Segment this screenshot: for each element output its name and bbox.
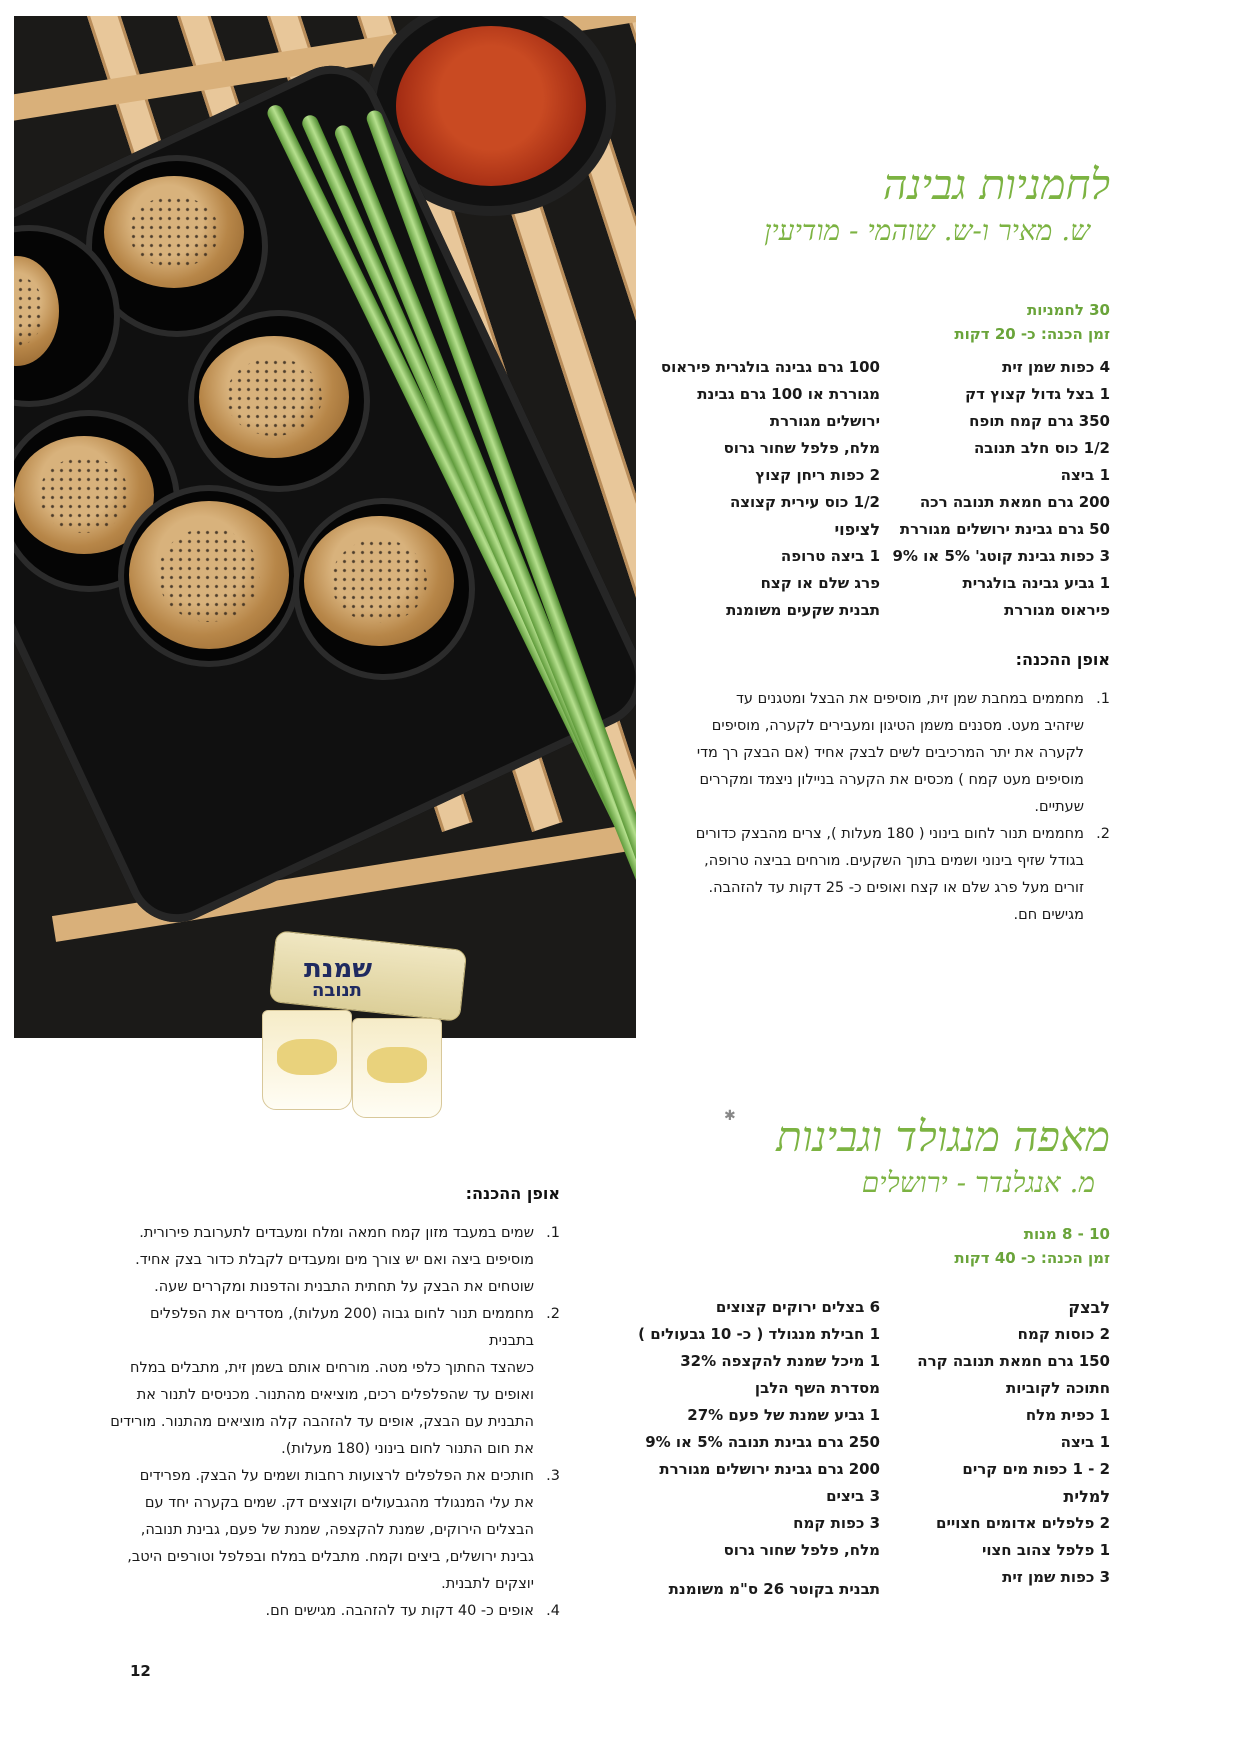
ingredient: 1 כפית מלח bbox=[1025, 1406, 1110, 1424]
step: 2. מחממים תנור לחום גבוה (200 מעלות), מסדרים את הפלפלים בתבנית כשהצד החתוך כלפי מטה. מורחים אותם בשמן זית, מתבלים במלח ואופים עד שהפלפלים רכים, מוציאים מהתנור. מכניסים לתנור את התבנית עם הבצק, אופים עד להזהבה קלה מוציאים מהתנור. מורידים את חום התנור לחום בינוני (180 מעלות). bbox=[110, 1306, 560, 1457]
ingredient: חתוכה לקוביות bbox=[1006, 1379, 1110, 1397]
recipe-photo bbox=[14, 16, 636, 1038]
ingredient: 200 גרם חמאת תנובה רכה bbox=[919, 493, 1110, 511]
ingredient: 1/2 כוס עירית קצוצה bbox=[729, 493, 880, 511]
ingredient: 150 גרם חמאת תנובה קרה bbox=[917, 1352, 1110, 1370]
step: 4. אופים כ- 40 דקות עד להזהבה. מגישים חם. bbox=[265, 1603, 560, 1619]
recipe1-servings: 30 לחמניות bbox=[1027, 301, 1110, 319]
recipe1-method-heading: אופן ההכנה: bbox=[1015, 650, 1110, 669]
recipe2-title: מאפה מנגולד וגבינות bbox=[776, 1112, 1110, 1161]
ingredient: 2 כפות ריחן קצוץ bbox=[755, 466, 880, 484]
ingredient: 350 גרם קמח תופח bbox=[969, 412, 1110, 430]
step: 1. מחממים במחבת שמן זית, מוסיפים את הבצל ומטגנים עד שיזהיב מעט. מסננים משמן הטיגון ומעבירים לקערה, מוסיפים לקערה את יתר המרכיבים לשים לבצק אחיד (אם הבצק רך מדי מוסיפים מעט קמח ) מכסים את הקערה בניילון ניצמד ומקררים שעתיים. bbox=[696, 691, 1110, 815]
ingredient: מגוררת או 100 גרם גבינת bbox=[697, 385, 880, 403]
ingredient: 4 כפות שמן זית bbox=[1002, 358, 1110, 376]
ingredient: 3 כפות קמח bbox=[793, 1514, 880, 1532]
ingredient: 1 חבילת מנגולד ( כ- 10 גבעולים ) bbox=[638, 1325, 880, 1343]
ingredient: 1 ביצה bbox=[1060, 466, 1110, 484]
product-brand-sub: תנובה bbox=[312, 980, 362, 1001]
page-number: 12 bbox=[130, 1662, 151, 1680]
ingredient: 1 גביע שמנת של פעם 27% bbox=[687, 1406, 880, 1424]
ingredient: 1 גביע גבינה בולגרית bbox=[962, 574, 1110, 592]
ingredient: פרג שלם או קצח bbox=[760, 574, 880, 592]
recipe1-steps bbox=[670, 686, 1110, 929]
ingredient: 50 גרם גבינת ירושלים מגוררת bbox=[899, 520, 1110, 538]
ingredient: 1 מיכל שמנת להקצפה 32% bbox=[680, 1352, 880, 1370]
ingredient: 2 כוסות קמח bbox=[1017, 1325, 1110, 1343]
ingredient: תבנית בקוטר 26 ס"מ משומנת bbox=[668, 1580, 880, 1598]
step: 2. מחממים תנור לחום בינוני ( 180 מעלות ), צרים מהבצק כדורים בגודל שזיף בינוני ושמים בתוך השקעים. מורחים בביצה טרופה, זורים מעל פרג שלם או קצח ואופים כ- 25 דקות עד להזהבה. מגישים חם. bbox=[695, 826, 1110, 923]
recipe2-servings: 10 - 8 מנות bbox=[1023, 1225, 1110, 1243]
ingredient-subheading: לבצק bbox=[1068, 1298, 1110, 1317]
recipe1-prep-time: זמן הכנה: כ- 20 דקות bbox=[954, 325, 1110, 343]
cheese-roll bbox=[199, 336, 349, 458]
step: 3. חותכים את הפלפלים לרצועות רחבות ושמים על הבצק. מפרידים את עלי המנגולד מהגבעולים וקוצצים דק. שמים בקערה יחד עם הבצלים הירוקים, שמנת להקצפה, שמנת של פעם, גבינת תנובה, גבינת ירושלים, ביצים וקמח. מתבלים במלח ובפלפל וטורפים היטב, יוצקים לתבנית. bbox=[127, 1468, 560, 1592]
recipe2-ingredients-right bbox=[910, 1294, 1110, 1591]
ingredient: 3 כפות שמן זית bbox=[1002, 1568, 1110, 1586]
recipe1-author: ש. מאיר ו-ש. שוהמי - מודיעין bbox=[764, 214, 1090, 247]
ingredient: 2 פלפלים אדומים חצויים bbox=[936, 1514, 1110, 1532]
cheese-roll bbox=[104, 176, 244, 288]
cheese-roll bbox=[304, 516, 454, 646]
ingredient-subheading: למלית bbox=[1063, 1487, 1110, 1506]
ingredient: מלח, פלפל שחור גרוס bbox=[723, 439, 880, 457]
ingredient: 200 גרם גבינת ירושלים מגוררת bbox=[659, 1460, 880, 1478]
recipe1-ingredients-left bbox=[650, 354, 880, 624]
ingredient: 3 ביצים bbox=[826, 1487, 880, 1505]
ingredient: 1/2 כוס חלב תנובה bbox=[973, 439, 1110, 457]
ingredient: תבנית שקעים משומנת bbox=[726, 601, 880, 619]
ingredient-subheading: לציפוי bbox=[834, 520, 880, 539]
ingredient: 100 גרם גבינה בולגרית פיראוס bbox=[660, 358, 880, 376]
cheese-roll bbox=[129, 501, 289, 649]
product-brand: שמנת bbox=[304, 954, 373, 984]
ingredient: 1 בצל גדול קצוץ דק bbox=[965, 385, 1110, 403]
ingredient: מסדרת השף הלבן bbox=[754, 1379, 880, 1397]
ingredient: 1 ביצה טרופה bbox=[780, 547, 880, 565]
ingredient: 6 בצלים ירוקים קצוצים bbox=[715, 1298, 880, 1316]
ingredient: מלח, פלפל שחור גרוס bbox=[723, 1541, 880, 1559]
ingredient: 3 כפות גבינת קוטג' 5% או 9% bbox=[892, 547, 1110, 565]
ingredient: פיראוס מגוררת bbox=[1004, 601, 1110, 619]
recipe2-ingredients-left bbox=[638, 1294, 880, 1603]
ingredient: 1 ביצה bbox=[1060, 1433, 1110, 1451]
decorative-star: ✱ bbox=[724, 1108, 736, 1124]
recipe2-steps bbox=[110, 1220, 560, 1625]
step: 1. שמים במעבד מזון קמח חמאה ומלח ומעבדים לתערובת פירורית. מוסיפים ביצה ואם יש צורך מים ומעבדים לקבלת כדור בצק אחיד. שוטחים את הבצק על תחתית התבנית והדפנות ומקררים שעה. bbox=[135, 1225, 560, 1295]
product-image bbox=[262, 940, 462, 1130]
recipe2-prep-time: זמן הכנה: כ- 40 דקות bbox=[954, 1249, 1110, 1267]
recipe2-author: מ. אנגלנדר - ירושלים bbox=[861, 1166, 1095, 1199]
ingredient: 250 גרם גבינת תנובה 5% או 9% bbox=[645, 1433, 880, 1451]
ingredient: ירושלים מגוררת bbox=[769, 412, 880, 430]
ingredient: 2 - 1 כפות מים קרים bbox=[962, 1460, 1110, 1478]
recipe2-method-heading: אופן ההכנה: bbox=[465, 1184, 560, 1203]
ingredient: 1 פלפל צהוב חצוי bbox=[981, 1541, 1110, 1559]
recipe1-title: לחמניות גבינה bbox=[882, 160, 1110, 209]
recipe1-ingredients-right bbox=[890, 354, 1110, 624]
